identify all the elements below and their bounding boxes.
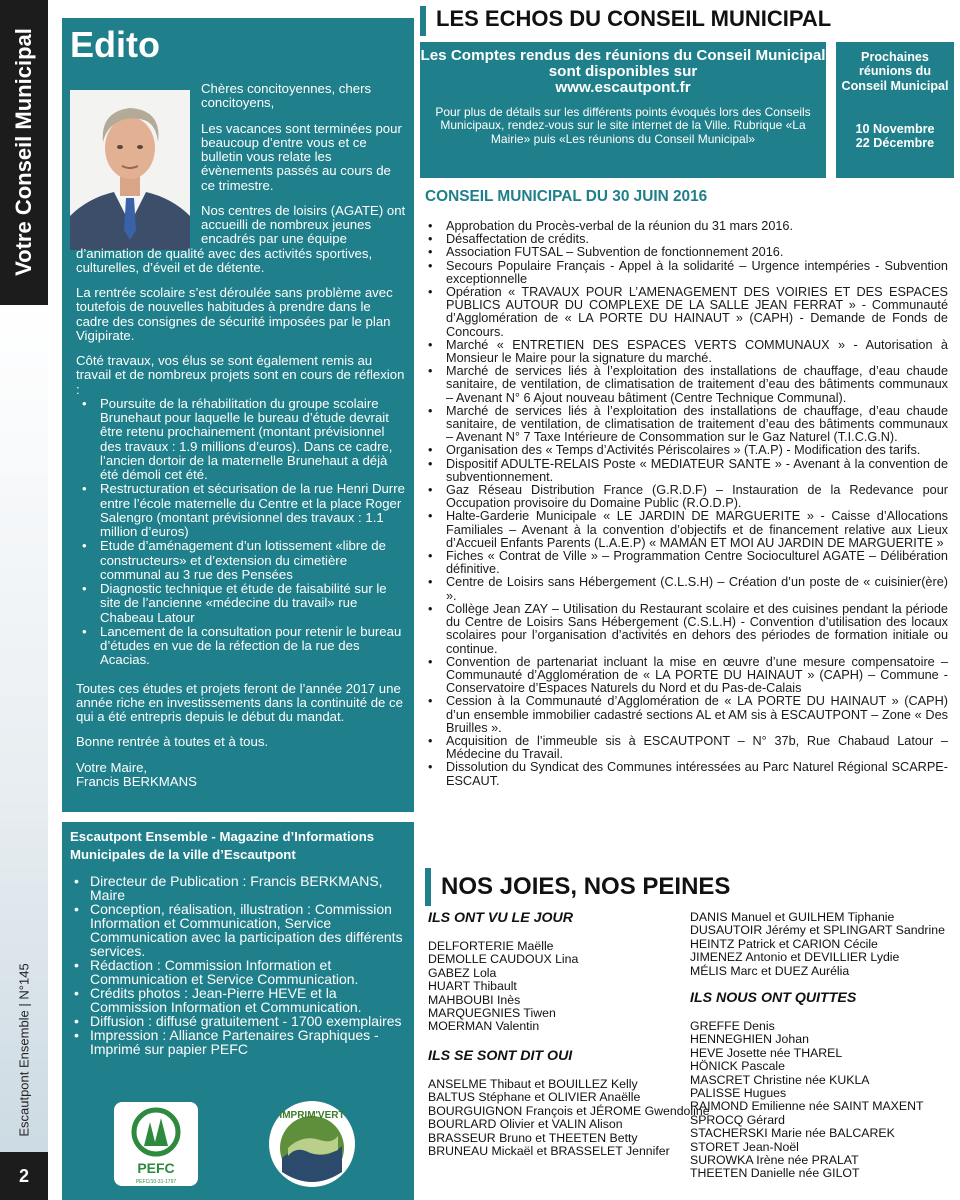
reports-info-box xyxy=(420,42,826,178)
list-item: BALTUS Stéphane et OLIVIER Anaëlle xyxy=(428,1090,641,1105)
edito-paragraph: Nos centres de loisirs (AGATE) ont accueilli de nombreux jeunes encadrés par une équipe d’animation de qualité avec des activités sportives, culturelles, d’éveil et de détente. xyxy=(76,202,406,275)
left-sideband xyxy=(0,0,48,1200)
list-item: BRASSEUR Bruno et THEETEN Betty xyxy=(428,1130,638,1145)
pefc-logo xyxy=(114,1102,198,1186)
edito-paragraph: Toutes ces études et projets feront de l’année 2017 une année riche en investissements dans la continuité de ce qui a été entrepris depuis le début du mandat. xyxy=(76,680,403,724)
agenda-item: • Désaffectation de crédits. xyxy=(426,233,948,246)
list-item: HENNEGHIEN Johan xyxy=(690,1032,809,1047)
agenda-item: • Dispositif ADULTE-RELAIS Poste « MEDIATEUR SANTE » - Avenant à la convention de subventionnement. xyxy=(426,458,948,484)
list-item: MASCRET Christine née KUKLA xyxy=(690,1072,870,1087)
list-item: • Crédits photos : Jean-Pierre HEVE et la Commission Information et Communication. xyxy=(70,986,405,1014)
agenda-item: • Collège Jean ZAY – Utilisation du Restaurant scolaire et des cuisines pendant la période du Centre de Loisirs Sans Hébergement (C.S.L.H) - Convention d’utilisation des locaux scolaires pour l’organisation d’activités en dehors des périodes de formation initiale ou continue. xyxy=(426,603,948,656)
marriages-heading: ILS SE SONT DIT OUI xyxy=(428,1048,573,1064)
agenda-item: • Marché « ENTRETIEN DES ESPACES VERTS COMMUNAUX » - Autorisation à Monsieur le Maire pour la signature du marché. xyxy=(426,339,948,365)
list-item: • Impression : Alliance Partenaires Graphiques - Imprimé sur papier PEFC xyxy=(70,1028,405,1056)
list-item: THEETEN Danielle née GILOT xyxy=(690,1166,860,1181)
edito-project-list xyxy=(76,397,406,668)
agenda-item: • Gaz Réseau Distribution France (G.R.D.F) – Instauration de la Redevance pour Occupation provisoire du Domaine Public (R.O.D.P). xyxy=(426,484,948,510)
agenda-item: • Organisation des « Temps d’Activités Périscolaires » (T.A.P) - Modification des tarifs. xyxy=(426,444,948,457)
list-item: MARQUEGNIES Tiwen xyxy=(428,1005,556,1020)
marriages-list-continued xyxy=(690,911,945,978)
edito-panel xyxy=(62,18,414,812)
agenda-item: • Fiches « Contrat de Ville » – Programmation Centre Socioculturel AGATE – Délibération définitive. xyxy=(426,550,948,576)
next-meetings-box xyxy=(836,42,954,178)
agenda-item: • Convention de partenariat incluant la mise en œuvre d’une mesure compensatoire – Communauté d’Agglomération de « LA PORTE DU HAINAUT » (CAPH) – Commune - Conservatoire d’Espaces Naturels du Nord et du Pas-de-Calais xyxy=(426,656,948,696)
births-heading: ILS ONT VU LE JOUR xyxy=(428,910,574,926)
next-meetings-title: Prochaines réunions du Conseil Municipal xyxy=(841,50,949,93)
agenda-item: • Centre de Loisirs sans Hébergement (C.L.S.H) – Création d’un poste de « cuisinier(ère) ». xyxy=(426,576,948,602)
list-item: JIMENEZ Antonio et DEVILLIER Lydie xyxy=(690,950,900,965)
signature-line: Votre Maire, xyxy=(76,759,148,775)
agenda-item: • Cession à la Communauté d’Agglomération de « LA PORTE DU HAINAUT » (CAPH) d’un ensemble immobilier cadastré sections AL et AM sis à ESCAUTPONT – Zone « Des Bruilles ». xyxy=(426,695,948,735)
list-item: HEVE Josette née THAREL xyxy=(690,1045,843,1060)
list-item: MÉLIS Marc et DUEZ Aurélia xyxy=(690,963,850,978)
meeting-date: 10 Novembre xyxy=(855,122,935,136)
list-item: DUSAUTOIR Jérémy et SPLINGART Sandrine xyxy=(690,923,945,938)
list-item: RAIMOND Emilienne née SAINT MAXENT xyxy=(690,1099,924,1114)
agenda-item: • Approbation du Procès-verbal de la réunion du 31 mars 2016. xyxy=(426,220,948,233)
list-item: GABEZ Lola xyxy=(428,965,497,980)
list-item: DANIS Manuel et GUILHEM Tiphanie xyxy=(690,910,895,924)
list-item: BOURGUIGNON François et JÉROME Gwendoline xyxy=(428,1103,710,1118)
edito-paragraph: Les vacances sont terminées pour beaucoup d’entre vous et ce bulletin vous relate les évènements passés au cours de ce trimestre. xyxy=(201,120,402,193)
joies-section-title: NOS JOIES, NOS PEINES xyxy=(425,868,730,906)
list-item: MOERMAN Valentin xyxy=(428,1019,540,1034)
magazine-label: Escautpont Ensemble | N°145 xyxy=(16,963,32,1137)
list-item: • Etude d’aménagement d’un lotissement «libre de constructeurs» et d’extension du cimetière communal au 3 rue des Pensées xyxy=(76,539,406,582)
list-item: DEMOLLE CAUDOUX Lina xyxy=(428,952,579,967)
list-item: • Restructuration et sécurisation de la rue Henri Durre entre l’école maternelle du Centre et la place Roger Salengro (montant prévisionnel des travaux : 1.1 million d’euros) xyxy=(76,482,406,539)
agenda-item: • Dissolution du Syndicat des Communes intéressées au Parc Naturel Régional SCARPE-ESCAUT. xyxy=(426,761,948,787)
marriages-list xyxy=(428,1078,710,1158)
list-item: ANSELME Thibaut et BOUILLEZ Kelly xyxy=(428,1077,638,1091)
list-item: PALISSE Hugues xyxy=(690,1085,787,1100)
list-item: GREFFE Denis xyxy=(690,1019,775,1033)
publication-credits xyxy=(70,874,405,1056)
agenda-item: • Secours Populaire Français - Appel à la solidarité – Urgence intempéries - Subvention exceptionnelle xyxy=(426,260,948,286)
reports-description: Pour plus de détails sur les différents points évoqués lors des Conseils Municipaux, rendez-vous sur le site internet de la Ville. Rubrique «La Mairie» puis «Les réunions du Conseil Municipal» xyxy=(435,105,811,146)
council-meeting-title: CONSEIL MUNICIPAL DU 30 JUIN 2016 xyxy=(425,188,708,205)
agenda-item: • Acquisition de l’immeuble sis à ESCAUTPONT – N° 37b, Rue Chabaud Latour – Médecine du Travail. xyxy=(426,735,948,761)
list-item: HUART Thibault xyxy=(428,979,517,994)
list-item: • Diagnostic technique et étude de faisabilité sur le site de l’ancienne «médecine du travail» rue Chabeau Latour xyxy=(76,582,406,625)
publication-info-panel xyxy=(62,822,414,1200)
list-item: • Directeur de Publication : Francis BERKMANS, Maire xyxy=(70,874,405,902)
section-tab xyxy=(0,0,48,305)
list-item: HÖNICK Pascale xyxy=(690,1059,785,1074)
list-item: SUROWKA Irène née PRALAT xyxy=(690,1152,859,1167)
list-item: DELFORTERIE Maëlle xyxy=(428,939,554,953)
edito-paragraph: Côté travaux, vos élus se sont également remis au travail et de nombreux projets sont en cours de réflexion : xyxy=(76,353,405,397)
list-item: STACHERSKI Marie née BALCAREK xyxy=(690,1126,895,1141)
meeting-date: 22 Décembre xyxy=(855,136,935,151)
agenda-item: • Marché de services liés à l’exploitation des installations de chauffage, d’eau chaude sanitaire, de ventilation, de climatisation de traitement d’eau des bâtiments communaux – Avenant N° 6 Ajout nouveau bâtiment (Centre Technique Communal). xyxy=(426,365,948,405)
deaths-list xyxy=(690,1020,923,1181)
next-meetings-dates xyxy=(836,122,954,151)
list-item: • Poursuite de la réhabilitation du groupe scolaire Brunehaut pour laquelle le bureau d’étude devrait être retenu prochainement (montant prévisionnel des travaux : 1.9 millions d’euros). Dans ce cadre, l’ancien dortoir de la maternelle Brunehaut a déjà été démoli cet été. xyxy=(76,397,406,483)
list-item: STORET Jean-Noël xyxy=(690,1139,799,1154)
list-item: HEINTZ Patrick et CARION Cécile xyxy=(690,936,878,951)
list-item: MAHBOUBI Inès xyxy=(428,992,521,1007)
edito-body xyxy=(76,82,406,789)
echos-section-title: LES ECHOS DU CONSEIL MUNICIPAL xyxy=(420,6,831,36)
svg-text:PEFC/10-31-1797: PEFC/10-31-1797 xyxy=(135,1179,177,1185)
edito-paragraph: Bonne rentrée à toutes et à tous. xyxy=(76,734,269,750)
agenda-item: • Marché de services liés à l’exploitation des installations de chauffage, d’eau chaude sanitaire, de ventilation, de climatisation de traitement d’eau des bâtiments communaux – Avenant N° 7 Taxe Intérieure de Consommation sur le Gaz Naturel (T.I.C.G.N). xyxy=(426,405,948,445)
list-item: • Conception, réalisation, illustration : Commission Information et Communication, Service Communication avec la participation des différents services. xyxy=(70,902,405,958)
signature-name: Francis BERKMANS xyxy=(76,773,197,789)
edito-title: Edito xyxy=(70,24,160,65)
list-item: BOURLARD Olivier et VALIN Alison xyxy=(428,1117,623,1132)
council-agenda-list xyxy=(426,220,948,788)
edito-paragraph: Chères concitoyennes, chers concitoyens, xyxy=(201,81,372,111)
publication-heading: Escautpont Ensemble - Magazine d’Informations Municipales de la ville d’Escautpont xyxy=(70,829,375,862)
svg-text:IMPRIM'VERT: IMPRIM'VERT xyxy=(279,1110,345,1121)
list-item: • Rédaction : Commission Information et Communication et Service Communication. xyxy=(70,958,405,986)
list-item: • Lancement de la consultation pour retenir le bureau d’études en vue de la réfection de la rue des Acacias. xyxy=(76,625,406,668)
agenda-item: • Halte-Garderie Municipale « LE JARDIN DE MARGUERITE » - Caisse d’Allocations Familiales – Avenant à la convention d’objectifs et de financement relative aux Lieux d’Accueil Enfants Parents (L.A.E.P) « MAMAN ET MOI AU JARDIN DE MARGUERITE » xyxy=(426,510,948,550)
section-title: Votre Conseil Municipal xyxy=(11,28,36,276)
reports-headline: Les Comptes rendus des réunions du Conseil Municipal sont disponibles sur www.escautpont.fr xyxy=(420,47,826,96)
list-item: SPROCQ Gérard xyxy=(690,1112,785,1127)
imprim-vert-logo xyxy=(268,1100,356,1188)
list-item: • Diffusion : diffusé gratuitement - 1700 exemplaires xyxy=(70,1014,405,1028)
births-list xyxy=(428,940,578,1034)
svg-text:PEFC: PEFC xyxy=(137,1160,175,1176)
list-item: BRUNEAU Mickaël et BRASSELET Jennifer xyxy=(428,1143,670,1158)
website-link[interactable]: www.escautpont.fr xyxy=(555,78,691,96)
agenda-item: • Association FUTSAL – Subvention de fonctionnement 2016. xyxy=(426,246,948,259)
agenda-item: • Opération « TRAVAUX POUR L’AMENAGEMENT DES VOIRIES ET DES ESPACES PUBLICS AUTOUR DU COMPLEXE DE LA SALLE JEAN FERRAT » - Communauté d’Agglomération de « LA PORTE DU HAINAUT » (CAPH) - Demande de Fonds de Concours. xyxy=(426,286,948,339)
page-number: 2 xyxy=(0,1152,48,1200)
deaths-heading: ILS NOUS ONT QUITTES xyxy=(690,990,857,1006)
edito-paragraph: La rentrée scolaire s’est déroulée sans problème avec toutefois de nouvelles habitudes à prendre dans le cadre des consignes de sécurité imposées par le plan Vigipirate. xyxy=(76,285,393,343)
